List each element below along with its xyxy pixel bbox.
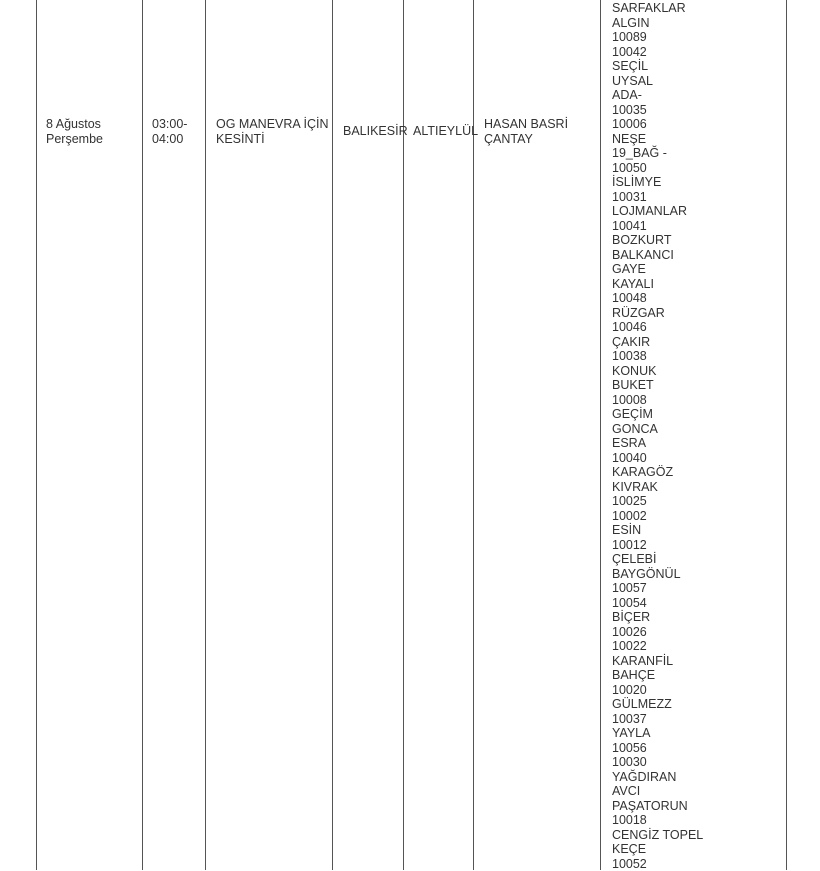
street-item: 10035 — [612, 103, 782, 118]
street-item: GONCA — [612, 422, 782, 437]
street-item: LOJMANLAR — [612, 204, 782, 219]
time-end: 04:00 — [152, 132, 202, 147]
street-item: BUKET — [612, 378, 782, 393]
street-item: BALKANCI — [612, 248, 782, 263]
street-item: 10056 — [612, 741, 782, 756]
street-item: PAŞATORUN — [612, 799, 782, 814]
street-item: 10020 — [612, 683, 782, 698]
street-item: 19_BAĞ - — [612, 146, 782, 161]
street-item: KAYALI — [612, 277, 782, 292]
street-item: İSLİMYE — [612, 175, 782, 190]
street-item: BAHÇE — [612, 668, 782, 683]
time-cell — [152, 117, 202, 146]
street-item: 10037 — [612, 712, 782, 727]
street-item: CENGİZ TOPEL — [612, 828, 782, 843]
column-divider — [786, 0, 787, 870]
date-line: 8 Ağustos — [46, 117, 138, 132]
street-item: SEÇİL — [612, 59, 782, 74]
street-item: GEÇİM — [612, 407, 782, 422]
street-item: NEŞE — [612, 132, 782, 147]
street-item: UYSAL — [612, 74, 782, 89]
street-item: 10057 — [612, 581, 782, 596]
reason-line: KESİNTİ — [216, 132, 330, 147]
neighborhood-cell — [484, 117, 598, 146]
street-item: 10089 — [612, 30, 782, 45]
street-item: BİÇER — [612, 610, 782, 625]
street-item: 10040 — [612, 451, 782, 466]
street-item: 10002 — [612, 509, 782, 524]
street-item: 10046 — [612, 320, 782, 335]
street-item: 10048 — [612, 291, 782, 306]
street-item: KEÇE — [612, 842, 782, 857]
street-item: ESRA — [612, 436, 782, 451]
street-item: BOZKURT — [612, 233, 782, 248]
street-item: 10012 — [612, 538, 782, 553]
street-item: 10006 — [612, 117, 782, 132]
city-cell — [343, 124, 405, 139]
street-item: RÜZGAR — [612, 306, 782, 321]
city-name: BALIKESİR — [343, 124, 405, 139]
street-item: ADA- — [612, 88, 782, 103]
weekday-line: Perşembe — [46, 132, 138, 147]
street-item: 10050 — [612, 161, 782, 176]
column-divider — [332, 0, 333, 870]
district-name: ALTIEYLÜL — [413, 124, 475, 139]
street-item: 10030 — [612, 755, 782, 770]
street-item: SARFAKLAR — [612, 1, 782, 16]
street-list — [612, 1, 782, 871]
street-item: 10022 — [612, 639, 782, 654]
street-item: KARAGÖZ — [612, 465, 782, 480]
street-item: 10008 — [612, 393, 782, 408]
reason-line: OG MANEVRA İÇİN — [216, 117, 330, 132]
street-item: GÜLMEZZ — [612, 697, 782, 712]
neighborhood-line: ÇANTAY — [484, 132, 598, 147]
neighborhood-line: HASAN BASRİ — [484, 117, 598, 132]
time-start: 03:00- — [152, 117, 202, 132]
street-item: YAYLA — [612, 726, 782, 741]
street-item: 10054 — [612, 596, 782, 611]
street-item: BAYGÖNÜL — [612, 567, 782, 582]
column-divider — [600, 0, 601, 870]
street-item: ALGIN — [612, 16, 782, 31]
column-divider — [36, 0, 37, 870]
street-item: KIVRAK — [612, 480, 782, 495]
street-item: 10031 — [612, 190, 782, 205]
street-item: ÇAKIR — [612, 335, 782, 350]
date-cell — [46, 117, 138, 146]
street-item: ÇELEBİ — [612, 552, 782, 567]
street-item: KARANFİL — [612, 654, 782, 669]
district-cell — [413, 124, 475, 139]
street-item: 10026 — [612, 625, 782, 640]
street-item: 10052 — [612, 857, 782, 871]
column-divider — [142, 0, 143, 870]
street-item: AVCI — [612, 784, 782, 799]
street-item: 10038 — [612, 349, 782, 364]
street-item: 10018 — [612, 813, 782, 828]
street-item: KONUK — [612, 364, 782, 379]
street-item: ESİN — [612, 523, 782, 538]
street-item: GAYE — [612, 262, 782, 277]
street-item: 10025 — [612, 494, 782, 509]
reason-cell — [216, 117, 330, 146]
street-item: 10042 — [612, 45, 782, 60]
column-divider — [205, 0, 206, 870]
street-item: 10041 — [612, 219, 782, 234]
street-item: YAĞDIRAN — [612, 770, 782, 785]
